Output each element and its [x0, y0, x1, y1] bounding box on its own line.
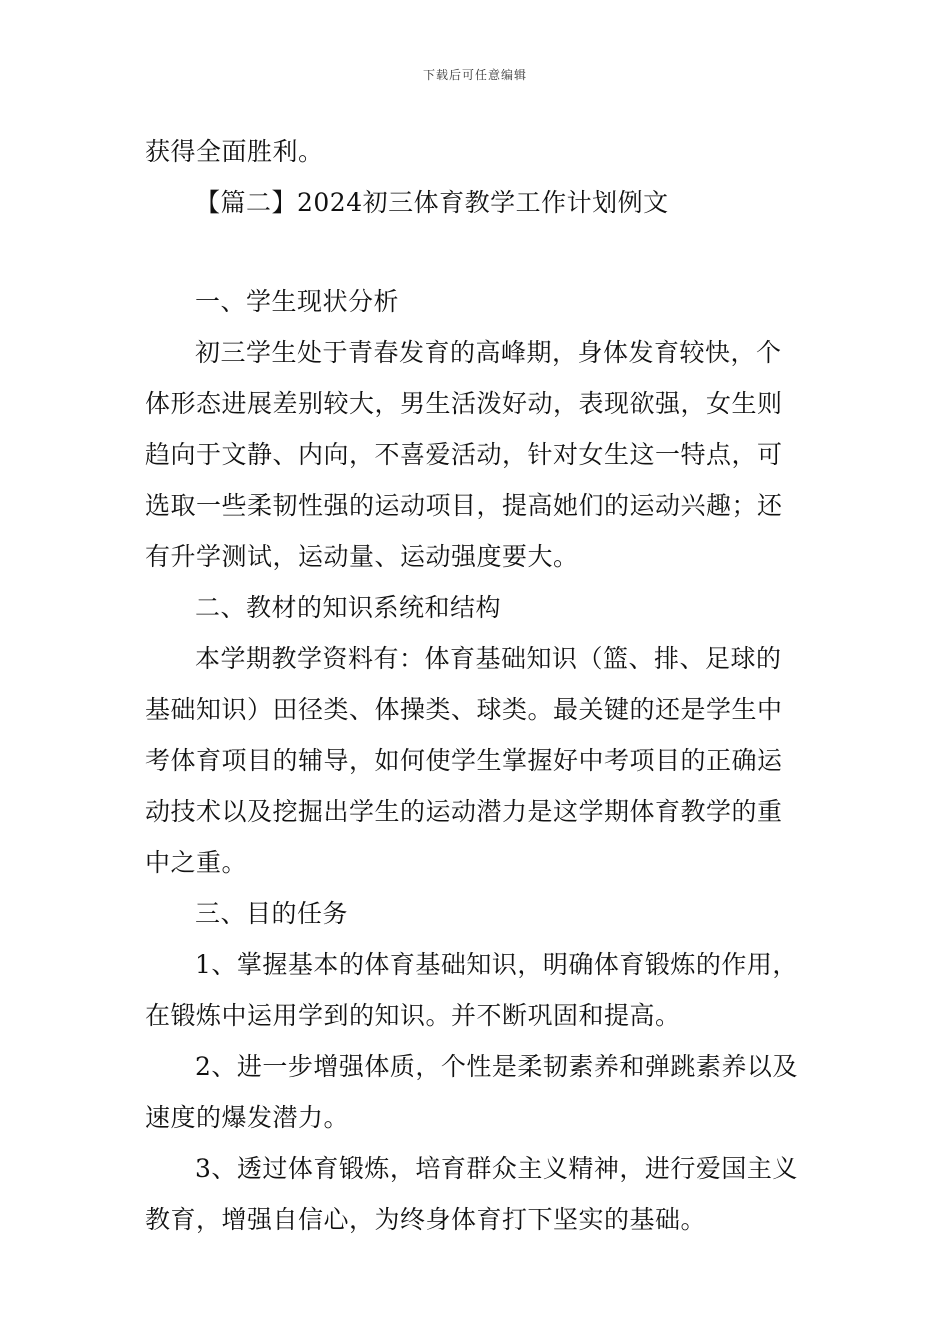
paragraph-line: 体形态进展差别较大，男生活泼好动，表现欲强，女生则	[145, 389, 783, 418]
paragraph-line: 有升学测试，运动量、运动强度要大。	[145, 542, 579, 571]
paragraph-line: 本学期教学资料有：体育基础知识（篮、排、足球的	[195, 644, 782, 673]
paragraph-line: 选取一些柔韧性强的运动项目，提高她们的运动兴趣；还	[145, 491, 783, 520]
paragraph-line: 中之重。	[145, 848, 248, 877]
list-item: 1、掌握基本的体育基础知识，明确体育锻炼的作用，	[195, 950, 798, 979]
paragraph-line: 在锻炼中运用学到的知识。并不断巩固和提高。	[145, 1001, 681, 1030]
heading-student-analysis: 一、学生现状分析	[195, 287, 400, 316]
document-body	[145, 126, 810, 1245]
list-item: 2、进一步增强体质，个性是柔韧素养和弹跳素养以及	[195, 1052, 798, 1081]
paragraph-line: 初三学生处于青春发育的高峰期，身体发育较快，个	[195, 338, 782, 367]
paragraph-line: 速度的爆发潜力。	[145, 1103, 350, 1132]
section-title: 【篇二】2024初三体育教学工作计划例文	[195, 188, 669, 217]
paragraph-line: 考体育项目的辅导，如何使学生掌握好中考项目的正确运	[145, 746, 783, 775]
paragraph-line: 获得全面胜利。	[145, 137, 324, 166]
heading-textbook-structure: 二、教材的知识系统和结构	[195, 593, 502, 622]
paragraph-line: 基础知识）田径类、体操类、球类。最关键的还是学生中	[145, 695, 783, 724]
list-item: 3、透过体育锻炼，培育群众主义精神，进行爱国主义	[195, 1154, 798, 1183]
heading-objectives: 三、目的任务	[195, 899, 349, 928]
paragraph-line: 教育，增强自信心，为终身体育打下坚实的基础。	[145, 1205, 707, 1234]
paragraph-line: 趋向于文静、内向，不喜爱活动，针对女生这一特点，可	[145, 440, 783, 469]
page-header-note: 下载后可任意编辑	[422, 68, 527, 82]
paragraph-line: 动技术以及挖掘出学生的运动潜力是这学期体育教学的重	[145, 797, 783, 826]
